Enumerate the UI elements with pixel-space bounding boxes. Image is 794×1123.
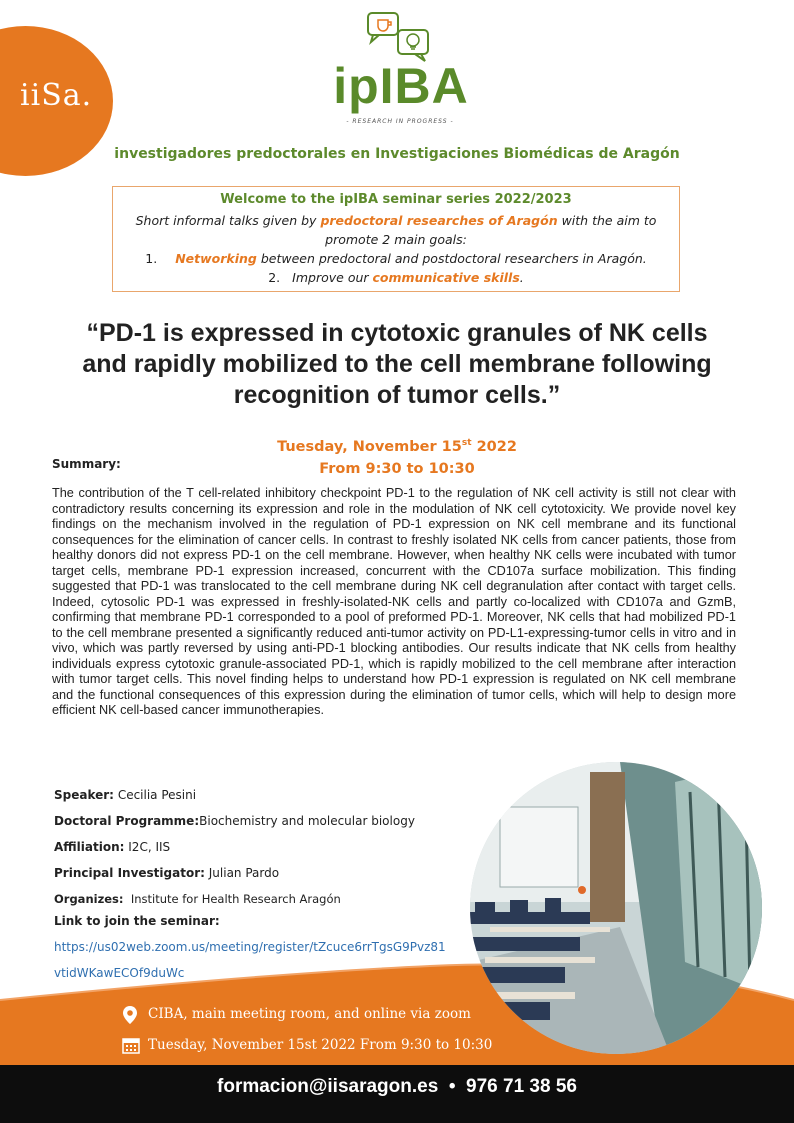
talk-date-sup: st	[461, 438, 472, 448]
location-text: CIBA, main meeting room, and online via zoom	[148, 1006, 471, 1022]
goal-number: 2.	[268, 270, 281, 285]
organizes-value: Institute for Health Research Aragón	[130, 892, 341, 906]
talk-date-main: Tuesday, November 15	[277, 438, 462, 455]
datetime-text: Tuesday, November 15st 2022 From 9:30 to 10:30	[148, 1037, 493, 1053]
footer-contact: formacion@iisaragon.es • 976 71 38 56	[217, 1076, 577, 1097]
iisa-logo-text: iiSa.	[20, 78, 93, 113]
location-pin-icon	[122, 1005, 138, 1025]
goal-number: 1.	[145, 251, 158, 266]
summary-text: The contribution of the T cell-related inhibitory checkpoint PD-1 to the regulation of NK cell activity is still not clear with contradictory results concerning its expression and role in the modulation of NK cell cytotoxicity. We provide novel key findings on the mechanism involved in the regulation of PD-1 expression on NK cell membrane and its functional consequences for the elimination of cancer cells. In contrast to freshly isolated NK cells from cancer patients, those from healthy donors did not express PD-1 on the cell membrane. However, when healthy NK cells were incubated with tumor target cells, membrane PD-1 expression increased, concurrent with the CD107a surface mobilization. This finding suggested that PD-1 was translocated to the cell membrane during NK cell degranulation after contact with target cells. Indeed, cytosolic PD-1 was expressed in freshly-isolated-NK cells and partly co-localized with CD107a and GzmB, confirming that membrane PD-1 corresponded to a pool of preformed PD-1. Moreover, NK cells that had mobilized PD-1 to the cell membrane presented a significantly reduced anti-tumor activity on PD-L1-expressing-tumor cells in vitro and in vivo, which was partly reversed by using anti-PD-1 blocking antibodies. Our results indicate that NK cells from healthy individuals express cytotoxic granule-associated PD-1, which is rapidly mobilized to the cell membrane after interaction with tumor target cells. This novel finding helps to understand how PD-1 expression is regulated on NK cell membrane and the functional consequences of this expression during the elimination of tumor cells, which will help to design more efficient NK cell-based cancer immunotherapies.	[52, 486, 736, 717]
organizes-label: Organizes:	[54, 892, 124, 906]
goal-highlight: communicative skills	[372, 270, 520, 285]
speaker-name: Cecilia Pesini	[117, 788, 197, 802]
link-label: Link to join the seminar:	[54, 914, 220, 928]
pi-value: Julian Pardo	[208, 866, 280, 880]
programme-label: Doctoral Programme:	[54, 814, 200, 828]
goal-highlight: Networking	[175, 251, 257, 266]
talk-date-year: 2022	[471, 438, 517, 455]
goal-text: between predoctoral and postdoctoral researchers in Aragón.	[256, 251, 647, 266]
talk-title-line: recognition of tumor cells.”	[233, 381, 561, 409]
iplba-logo-word: ipIBA	[333, 58, 469, 114]
lecture-room-photo	[470, 762, 762, 1054]
talk-title-line: and rapidly mobilized to the cell membrane following	[82, 350, 712, 378]
welcome-title: Welcome to the ipIBA seminar series 2022/2023	[220, 192, 572, 207]
affiliation-label: Affiliation:	[54, 840, 125, 854]
zoom-link[interactable]: https://us02web.zoom.us/meeting/register/tZcuce6rrTgsG9Pvz81	[54, 940, 446, 954]
zoom-link-continued[interactable]: vtidWKawECOf9duWc	[54, 966, 185, 980]
talk-time: From 9:30 to 10:30	[319, 460, 475, 477]
summary-label: Summary:	[52, 457, 121, 471]
talk-title-line: “PD-1 is expressed in cytotoxic granules of NK cells	[86, 319, 708, 347]
pi-label: Principal Investigator:	[54, 866, 205, 880]
affiliation-value: I2C, IIS	[128, 840, 171, 854]
iplba-tagline: - RESEARCH IN PROGRESS -	[346, 118, 454, 125]
goal-text: .	[519, 270, 524, 285]
welcome-line-2: promote 2 main goals:	[325, 232, 467, 247]
calendar-icon	[122, 1036, 140, 1054]
welcome-text: with the aim to	[557, 213, 657, 228]
goal-text: Improve our	[292, 270, 373, 285]
programme-value: Biochemistry and molecular biology	[199, 814, 415, 828]
welcome-text: Short informal talks given by	[135, 213, 321, 228]
speaker-label: Speaker:	[54, 788, 114, 802]
organization-subtitle: investigadores predoctorales en Investigaciones Biomédicas de Aragón	[114, 146, 680, 162]
welcome-highlight: predoctoral researches of Aragón	[320, 213, 558, 228]
